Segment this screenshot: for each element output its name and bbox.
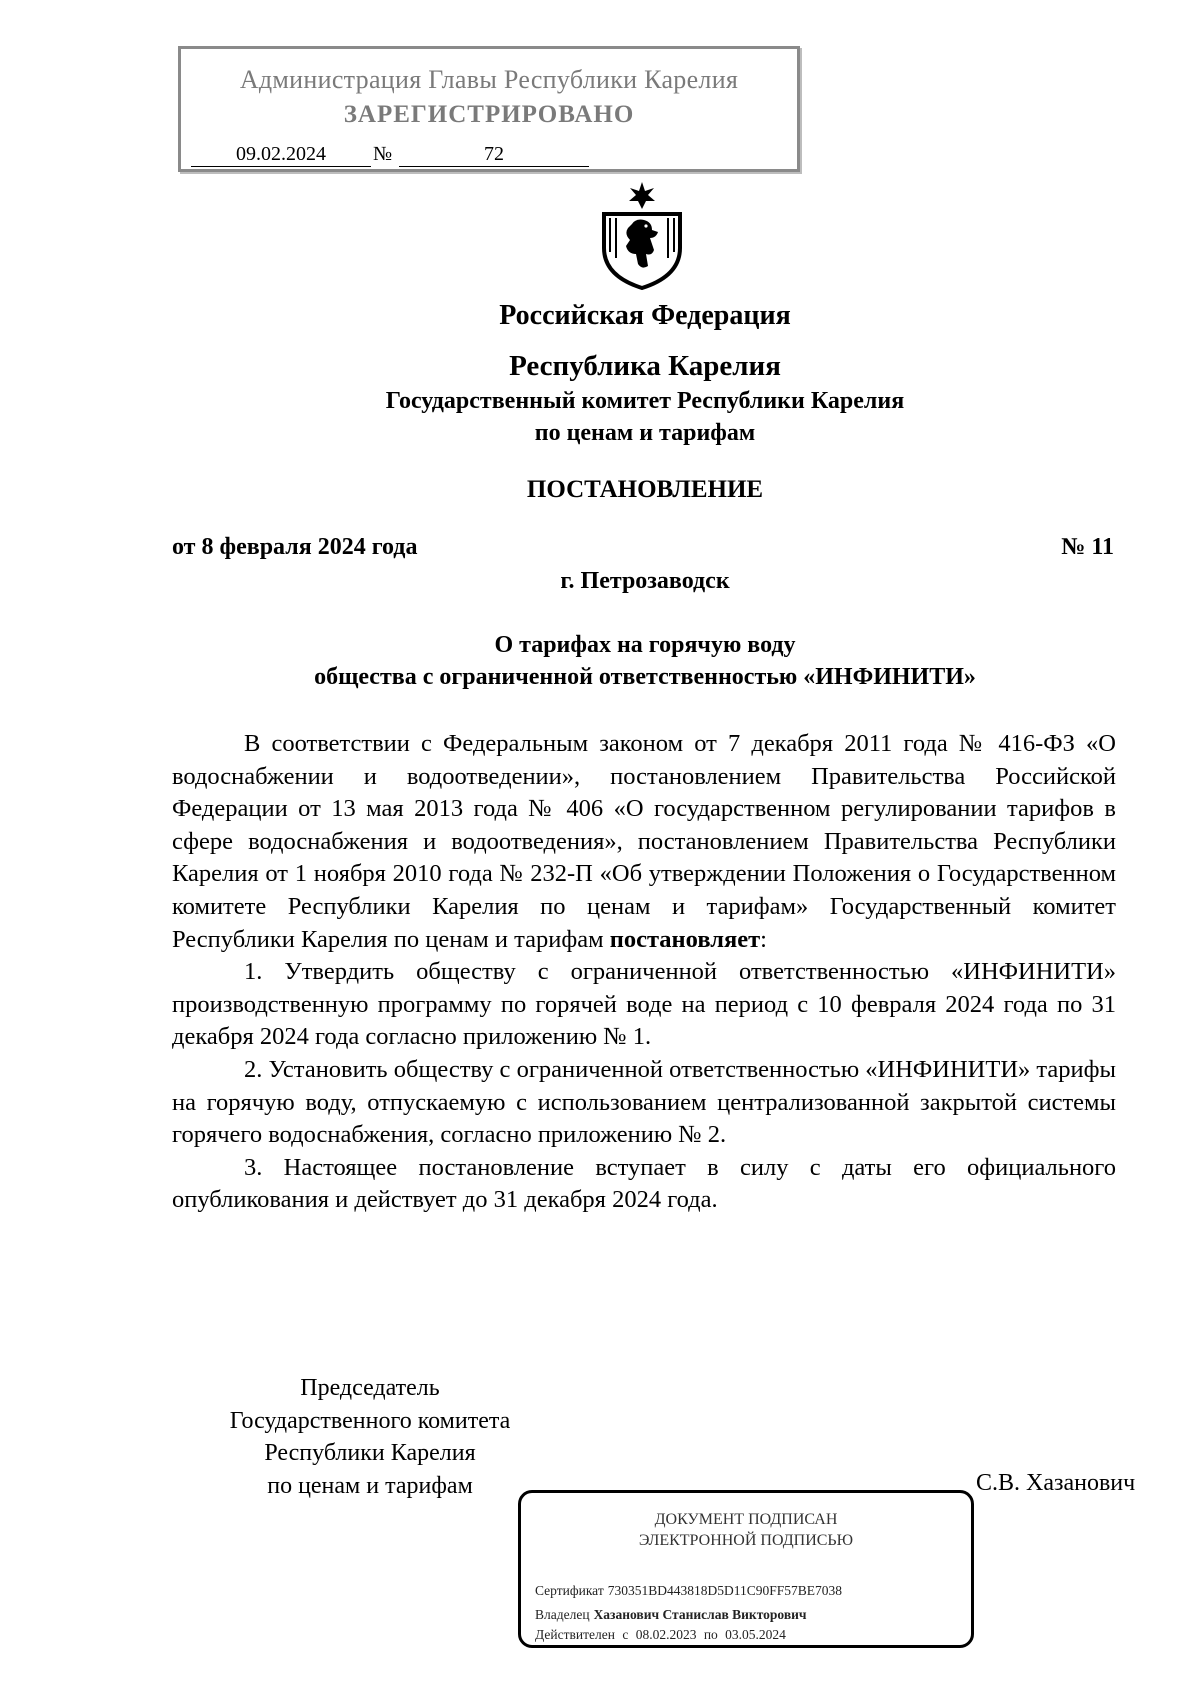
committee-heading: Государственный комитет Республики Карелия <box>385 388 905 414</box>
preamble-text: В соответствии с Федеральным законом от 7 декабря 2011 года № 416-ФЗ «О водоснабжении и водоотведении», постановлением Правительства Российской Федерации от 13 мая 2013 года № 406 «О государственном регулировании тарифов в сфере водоснабжения и водоотведения», постановлением Правительства Республики Карелия от 1 ноября 2010 года № 232-П «Об утверждении Положения о Государственном комитете Республики Карелия по ценам и тарифам» Государственный комитет Республики Карелия по ценам и тарифам <box>172 730 1116 953</box>
resolves-colon: : <box>760 925 767 953</box>
document-date: от 8 февраля 2024 года <box>172 534 418 560</box>
valid-to-label: по <box>703 1627 718 1642</box>
item-1: 1. Утвердить обществу с ограниченной ответственностью «ИНФИНИТИ» производственную программу по горячей воде на период с 10 февраля 2024 года по 31 декабря 2024 года согласно приложению № 1. <box>172 958 1116 1051</box>
country-heading: Российская Федерация <box>499 300 791 331</box>
republic-heading: Республика Карелия <box>509 350 781 382</box>
document-subject: О тарифах на горячую воду <box>494 632 796 658</box>
registration-number: 72 <box>399 143 589 167</box>
item-3: 3. Настоящее постановление вступает в силу с даты его официального опубликования и действует до 31 декабря 2024 года. <box>172 1153 1116 1214</box>
valid-from-label: с <box>622 1627 629 1642</box>
item-2: 2. Установить обществу с ограниченной ответственностью «ИНФИНИТИ» тарифы на горячую воду, отпускаемую с использованием централизованной закрытой системы горячего водоснабжения, согласно приложению № 2. <box>172 1055 1116 1149</box>
document-number: № 11 <box>1061 534 1114 560</box>
signer-name: С.В. Хазанович <box>976 1470 1136 1496</box>
signer-position-line4: по ценам и тарифам <box>267 1472 473 1499</box>
valid-from-value: 08.02.2023 <box>635 1627 697 1642</box>
esignature-owner <box>535 1607 807 1623</box>
validity-label: Действителен <box>535 1627 615 1642</box>
valid-to-value: 03.05.2024 <box>725 1627 786 1642</box>
certificate-value: 730351BD443818D5D11C90FF57BE7038 <box>607 1583 843 1598</box>
esignature-title <box>521 1509 971 1551</box>
electronic-signature-stamp <box>518 1490 974 1648</box>
document-subject-line2: общества с ограниченной ответственностью «ИНФИНИТИ» <box>314 664 976 690</box>
esignature-title-line1: ДОКУМЕНТ ПОДПИСАН <box>654 1511 838 1528</box>
signer-position <box>150 1372 590 1502</box>
resolves-word: постановляет <box>609 925 761 953</box>
esignature-validity <box>535 1627 786 1643</box>
signer-position-line2: Государственного комитета <box>229 1407 511 1434</box>
committee-heading-line2: по ценам и тарифам <box>534 420 756 446</box>
coat-of-arms-icon <box>596 180 688 290</box>
owner-value: Хазанович Станислав Викторович <box>593 1607 807 1622</box>
registration-number-sign: № <box>373 143 393 165</box>
registration-stamp <box>178 46 800 172</box>
signer-position-line1: Председатель <box>300 1375 440 1401</box>
owner-label: Владелец <box>535 1607 590 1622</box>
preamble-paragraph <box>172 728 1116 956</box>
signer-position-line3: Республики Карелия <box>264 1440 476 1467</box>
document-type: ПОСТАНОВЛЕНИЕ <box>526 476 764 503</box>
esignature-certificate <box>535 1583 842 1599</box>
esignature-title-line2: ЭЛЕКТРОННОЙ ПОДПИСЬЮ <box>638 1532 854 1549</box>
registration-date: 09.02.2024 <box>191 143 371 167</box>
document-city: г. Петрозаводск <box>560 568 730 594</box>
certificate-label: Сертификат <box>535 1583 604 1598</box>
document-body <box>172 728 1116 1217</box>
registration-stamp-status: ЗАРЕГИСТРИРОВАНО <box>343 101 635 128</box>
registration-stamp-organization: Администрация Главы Республики Карелия <box>239 65 739 94</box>
